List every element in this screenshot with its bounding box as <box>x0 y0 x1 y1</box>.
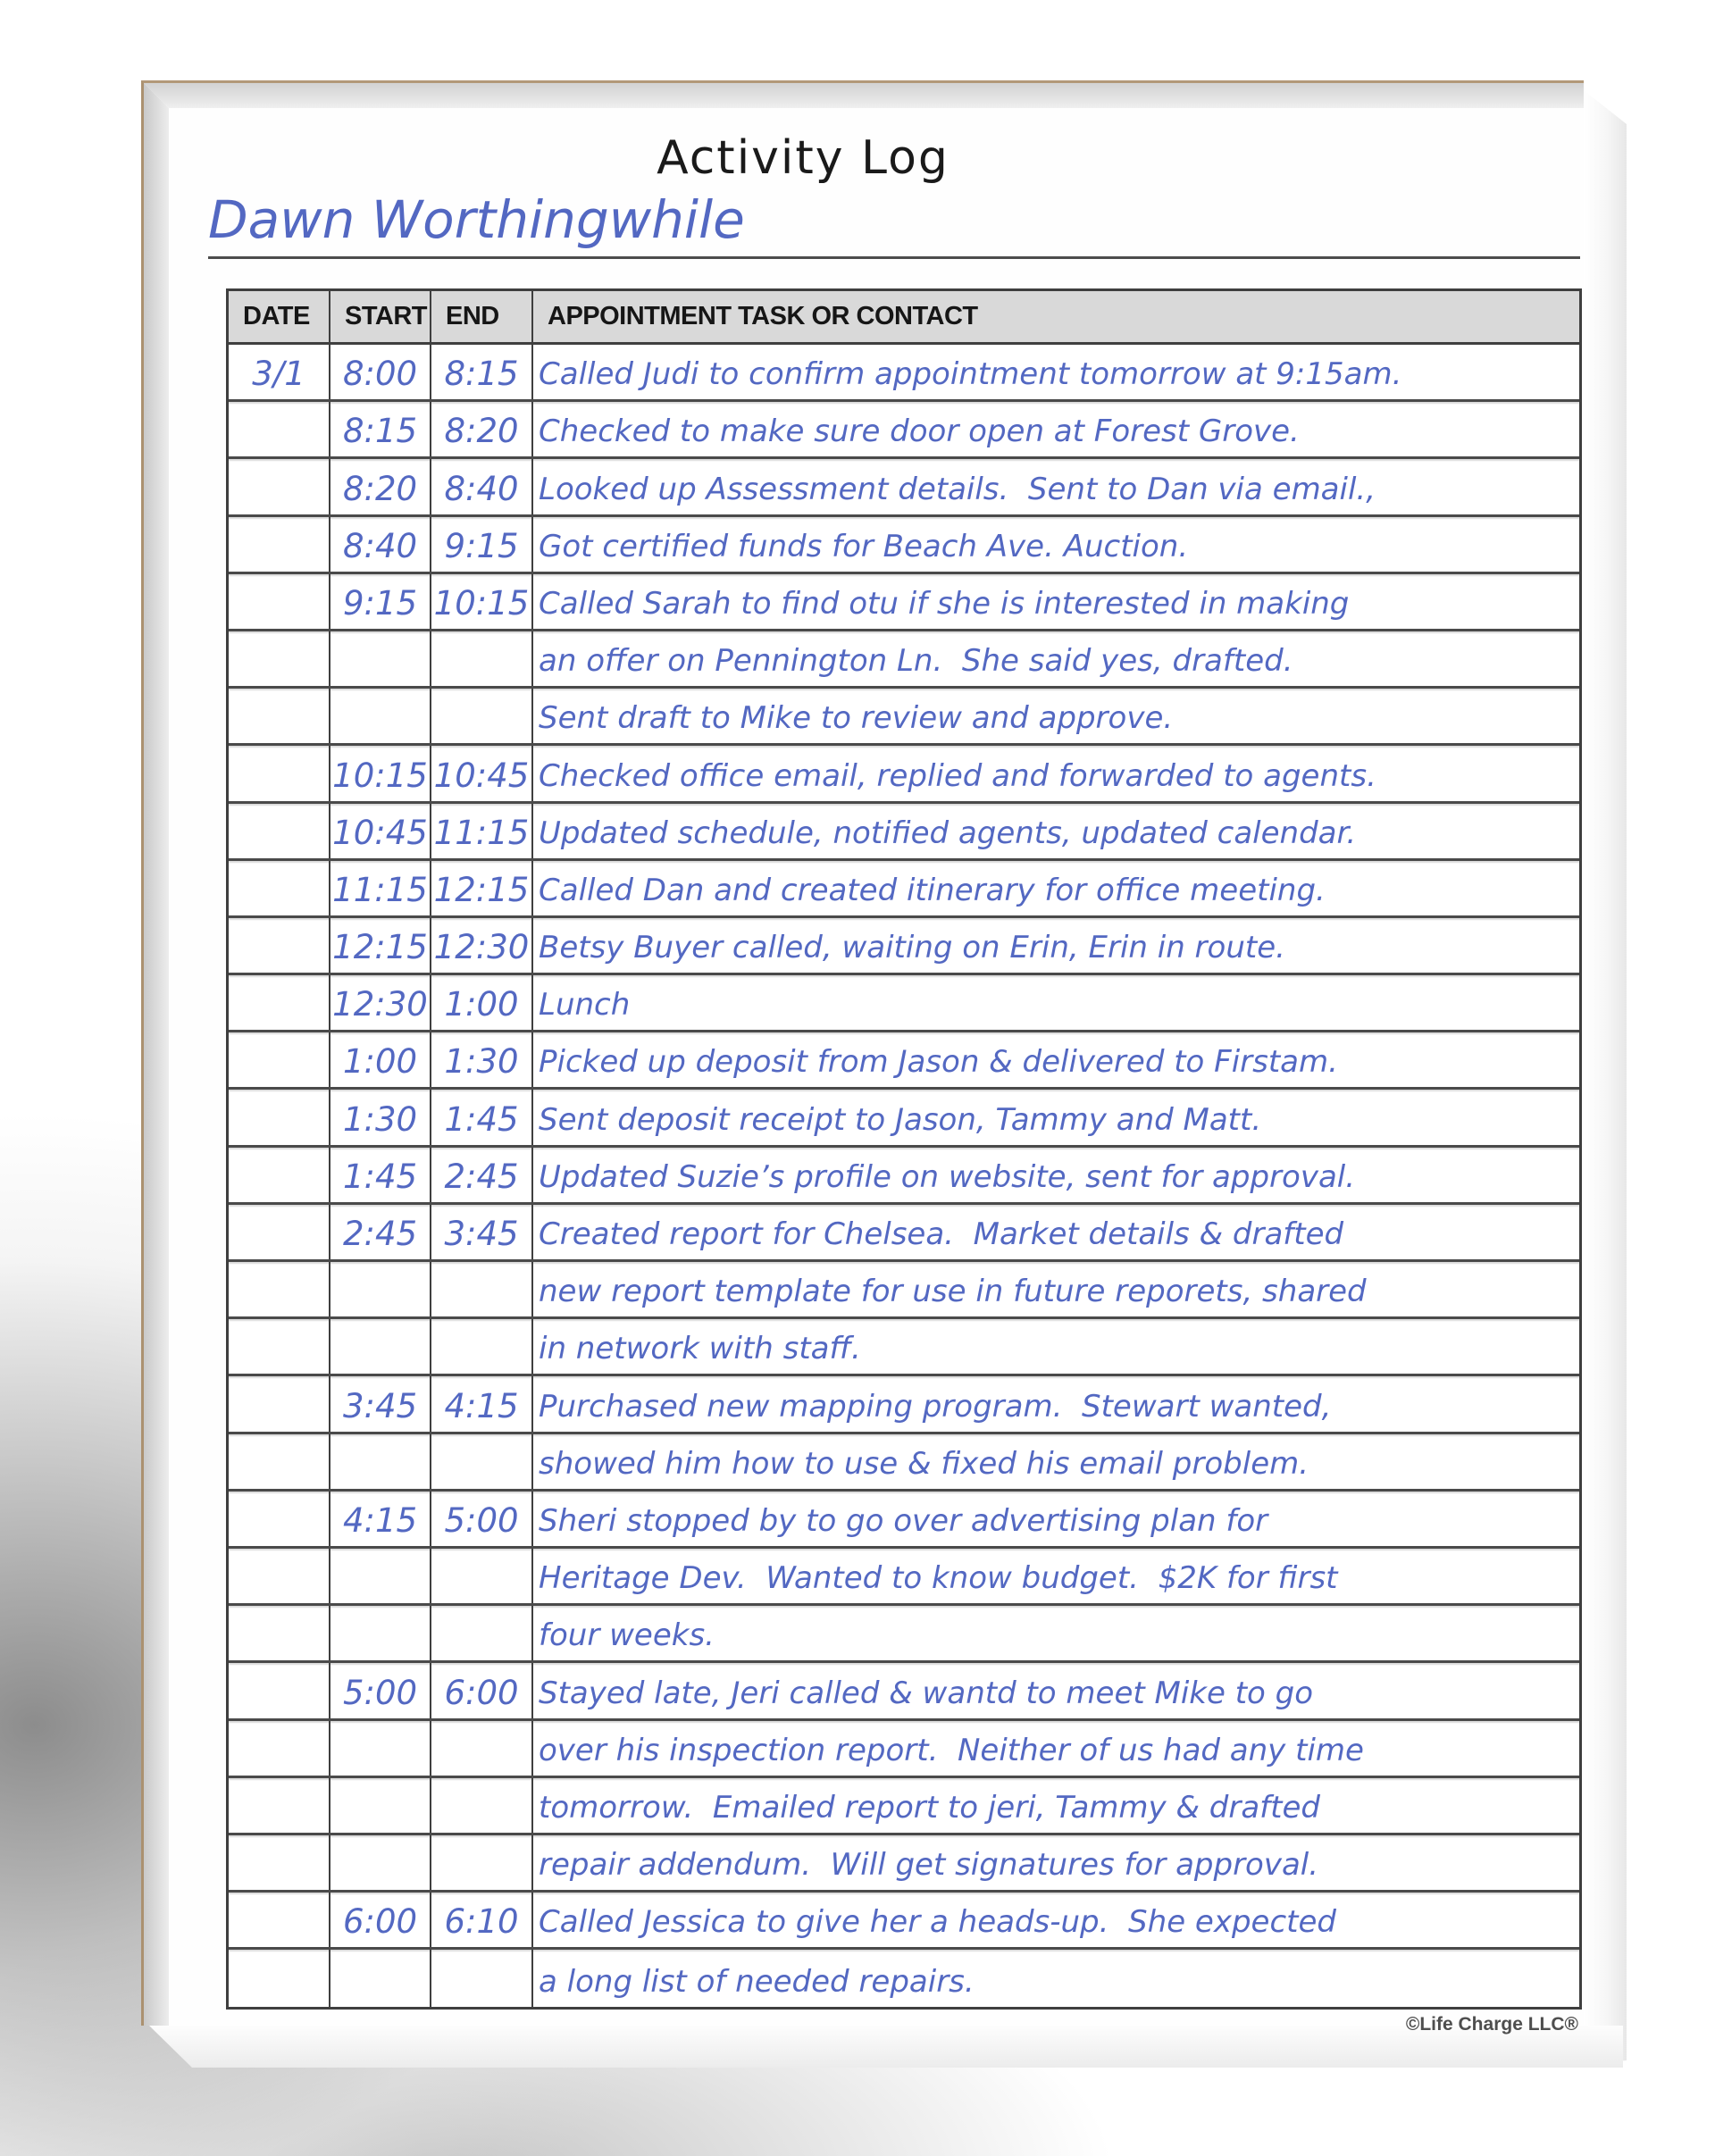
task-cell: repair addendum. Will get signatures for approval. <box>539 1847 1319 1884</box>
table-row <box>229 1549 1579 1606</box>
date-cell <box>229 804 330 858</box>
start-cell: 12:15 <box>330 918 431 973</box>
date-cell <box>229 459 330 514</box>
task-cell: an offer on Pennington Ln. She said yes, drafted. <box>539 643 1293 680</box>
date-cell <box>229 1721 330 1776</box>
start-cell <box>330 689 431 743</box>
table-row <box>229 1032 1579 1090</box>
date-cell <box>229 1376 330 1431</box>
end-cell <box>431 689 533 743</box>
end-cell <box>431 1606 533 1660</box>
task-cell: Called Judi to confirm appointment tomorrow at 9:15am. <box>539 356 1402 393</box>
table-row <box>229 1376 1579 1433</box>
date-cell <box>229 517 330 572</box>
date-cell <box>229 574 330 629</box>
task-cell: a long list of needed repairs. <box>539 1964 975 2001</box>
task-cell: Created report for Chelsea. Market details & drafted <box>539 1216 1344 1252</box>
table-row <box>229 1778 1579 1835</box>
date-cell <box>229 1606 330 1660</box>
table-row <box>229 1950 1579 2007</box>
table-row <box>229 1205 1579 1262</box>
end-cell: 10:45 <box>431 746 533 800</box>
task-cell: Betsy Buyer called, waiting on Erin, Erin in route. <box>539 930 1285 966</box>
start-cell: 4:15 <box>330 1492 431 1546</box>
start-cell <box>330 1262 431 1316</box>
start-cell: 1:30 <box>330 1090 431 1144</box>
start-cell: 11:15 <box>330 861 431 915</box>
start-cell: 8:20 <box>330 459 431 514</box>
date-cell <box>229 1319 330 1374</box>
end-cell <box>431 1835 533 1890</box>
task-cell: Updated schedule, notified agents, updated calendar. <box>539 815 1357 851</box>
start-cell <box>330 1319 431 1374</box>
task-cell: in network with staff. <box>539 1331 861 1367</box>
end-cell: 1:00 <box>431 975 533 1030</box>
task-cell: Sheri stopped by to go over advertising plan for <box>539 1502 1268 1539</box>
end-cell: 8:40 <box>431 459 533 514</box>
start-cell: 8:00 <box>330 345 431 399</box>
col-header-start: START <box>330 291 431 342</box>
log-table-body <box>229 345 1579 2007</box>
task-cell: Called Sarah to find otu if she is interested in making <box>539 585 1350 622</box>
col-header-date: DATE <box>229 291 330 342</box>
date-cell <box>229 631 330 686</box>
date-cell <box>229 1835 330 1890</box>
task-cell: Checked office email, replied and forwarded to agents. <box>539 757 1376 794</box>
end-cell: 6:00 <box>431 1663 533 1717</box>
start-cell: 6:00 <box>330 1893 431 1947</box>
end-cell <box>431 1434 533 1489</box>
table-row <box>229 689 1579 746</box>
date-cell <box>229 746 330 800</box>
date-cell <box>229 1090 330 1144</box>
date-cell <box>229 1663 330 1717</box>
task-cell: Called Dan and created itinerary for office meeting. <box>539 872 1326 908</box>
table-row <box>229 631 1579 689</box>
task-cell: showed him how to use & fixed his email problem. <box>539 1445 1309 1482</box>
task-cell: Purchased new mapping program. Stewart wanted, <box>539 1388 1332 1425</box>
table-row <box>229 1606 1579 1663</box>
start-cell <box>330 1835 431 1890</box>
start-cell: 9:15 <box>330 574 431 629</box>
end-cell <box>431 631 533 686</box>
end-cell: 1:45 <box>431 1090 533 1144</box>
task-cell: Sent deposit receipt to Jason, Tammy and Matt. <box>539 1101 1262 1138</box>
end-cell <box>431 1721 533 1776</box>
task-cell: Heritage Dev. Wanted to know budget. $2K for first <box>539 1560 1338 1597</box>
start-cell: 1:45 <box>330 1148 431 1202</box>
end-cell <box>431 1778 533 1833</box>
date-cell <box>229 975 330 1030</box>
task-cell: Checked to make sure door open at Forest Grove. <box>539 414 1300 450</box>
date-cell <box>229 1205 330 1259</box>
task-cell: Looked up Assessment details. Sent to Dan via email., <box>539 471 1376 507</box>
col-header-end: END <box>431 291 533 342</box>
table-header-row <box>229 291 1579 345</box>
date-cell <box>229 1549 330 1603</box>
start-cell: 8:40 <box>330 517 431 572</box>
start-cell: 10:15 <box>330 746 431 800</box>
name-field-value: Dawn Worthingwhile <box>208 189 745 250</box>
table-row <box>229 746 1579 803</box>
task-cell: Called Jessica to give her a heads-up. She expected <box>539 1904 1336 1941</box>
end-cell <box>431 1549 533 1603</box>
end-cell: 6:10 <box>431 1893 533 1947</box>
table-row <box>229 459 1579 516</box>
date-cell <box>229 1262 330 1316</box>
end-cell: 8:20 <box>431 402 533 456</box>
date-cell <box>229 1778 330 1833</box>
date-cell <box>229 1148 330 1202</box>
start-cell <box>330 1778 431 1833</box>
activity-log-page <box>169 108 1584 2035</box>
end-cell: 12:30 <box>431 918 533 973</box>
table-row <box>229 804 1579 861</box>
task-cell: Sent draft to Mike to review and approve. <box>539 700 1174 737</box>
end-cell: 3:45 <box>431 1205 533 1259</box>
start-cell: 1:00 <box>330 1032 431 1087</box>
table-row <box>229 1492 1579 1549</box>
start-cell: 8:15 <box>330 402 431 456</box>
table-row <box>229 1893 1579 1950</box>
table-row <box>229 345 1579 402</box>
end-cell: 9:15 <box>431 517 533 572</box>
end-cell: 12:15 <box>431 861 533 915</box>
table-row <box>229 574 1579 631</box>
date-cell <box>229 1434 330 1489</box>
start-cell: 3:45 <box>330 1376 431 1431</box>
table-row <box>229 1319 1579 1376</box>
date-cell: 3/1 <box>229 345 330 399</box>
end-cell: 11:15 <box>431 804 533 858</box>
date-cell <box>229 689 330 743</box>
end-cell: 1:30 <box>431 1032 533 1087</box>
start-cell: 12:30 <box>330 975 431 1030</box>
activity-log-table <box>226 288 1582 2010</box>
task-cell: new report template for use in future reporets, shared <box>539 1274 1367 1310</box>
task-cell: tomorrow. Emailed report to jeri, Tammy & drafted <box>539 1789 1320 1826</box>
date-cell <box>229 861 330 915</box>
start-cell <box>330 1721 431 1776</box>
task-cell: four weeks. <box>539 1617 715 1654</box>
date-cell <box>229 1032 330 1087</box>
pad-top-edge <box>144 83 1584 108</box>
start-cell: 2:45 <box>330 1205 431 1259</box>
date-cell <box>229 1950 330 2007</box>
table-row <box>229 1262 1579 1319</box>
pad-right-side <box>1584 90 1627 2064</box>
start-cell <box>330 1549 431 1603</box>
table-row <box>229 1148 1579 1205</box>
end-cell <box>431 1950 533 2007</box>
task-cell: over his inspection report. Neither of us had any time <box>539 1732 1364 1768</box>
table-row <box>229 1434 1579 1492</box>
table-row <box>229 861 1579 918</box>
start-cell: 5:00 <box>330 1663 431 1717</box>
end-cell <box>431 1262 533 1316</box>
date-cell <box>229 1893 330 1947</box>
col-header-task: APPOINTMENT TASK OR CONTACT <box>548 302 978 330</box>
table-row <box>229 402 1579 459</box>
task-cell: Updated Suzie’s profile on website, sent for approval. <box>539 1158 1356 1195</box>
table-row <box>229 1835 1579 1893</box>
end-cell: 5:00 <box>431 1492 533 1546</box>
copyright-text: ©Life Charge LLC® <box>1405 2014 1578 2035</box>
end-cell: 4:15 <box>431 1376 533 1431</box>
date-cell <box>229 1492 330 1546</box>
table-row <box>229 1663 1579 1720</box>
start-cell <box>330 1434 431 1489</box>
table-row <box>229 517 1579 574</box>
date-cell <box>229 402 330 456</box>
end-cell: 10:15 <box>431 574 533 629</box>
task-cell: Stayed late, Jeri called & wantd to meet Mike to go <box>539 1675 1314 1711</box>
date-cell <box>229 918 330 973</box>
end-cell <box>431 1319 533 1374</box>
task-cell: Got certified funds for Beach Ave. Auction. <box>539 528 1189 564</box>
task-cell: Lunch <box>539 987 631 1024</box>
table-row <box>229 1721 1579 1778</box>
table-row <box>229 975 1579 1032</box>
table-row <box>229 918 1579 975</box>
pad-left-edge <box>144 83 169 2026</box>
start-cell: 10:45 <box>330 804 431 858</box>
end-cell: 2:45 <box>431 1148 533 1202</box>
notepad <box>141 80 1584 2035</box>
start-cell <box>330 1950 431 2007</box>
table-row <box>229 1090 1579 1147</box>
name-field-underline <box>208 256 1580 259</box>
start-cell <box>330 1606 431 1660</box>
task-cell: Picked up deposit from Jason & delivered to Firstam. <box>539 1044 1338 1081</box>
end-cell: 8:15 <box>431 345 533 399</box>
start-cell <box>330 631 431 686</box>
page-title: Activity Log <box>657 131 950 185</box>
